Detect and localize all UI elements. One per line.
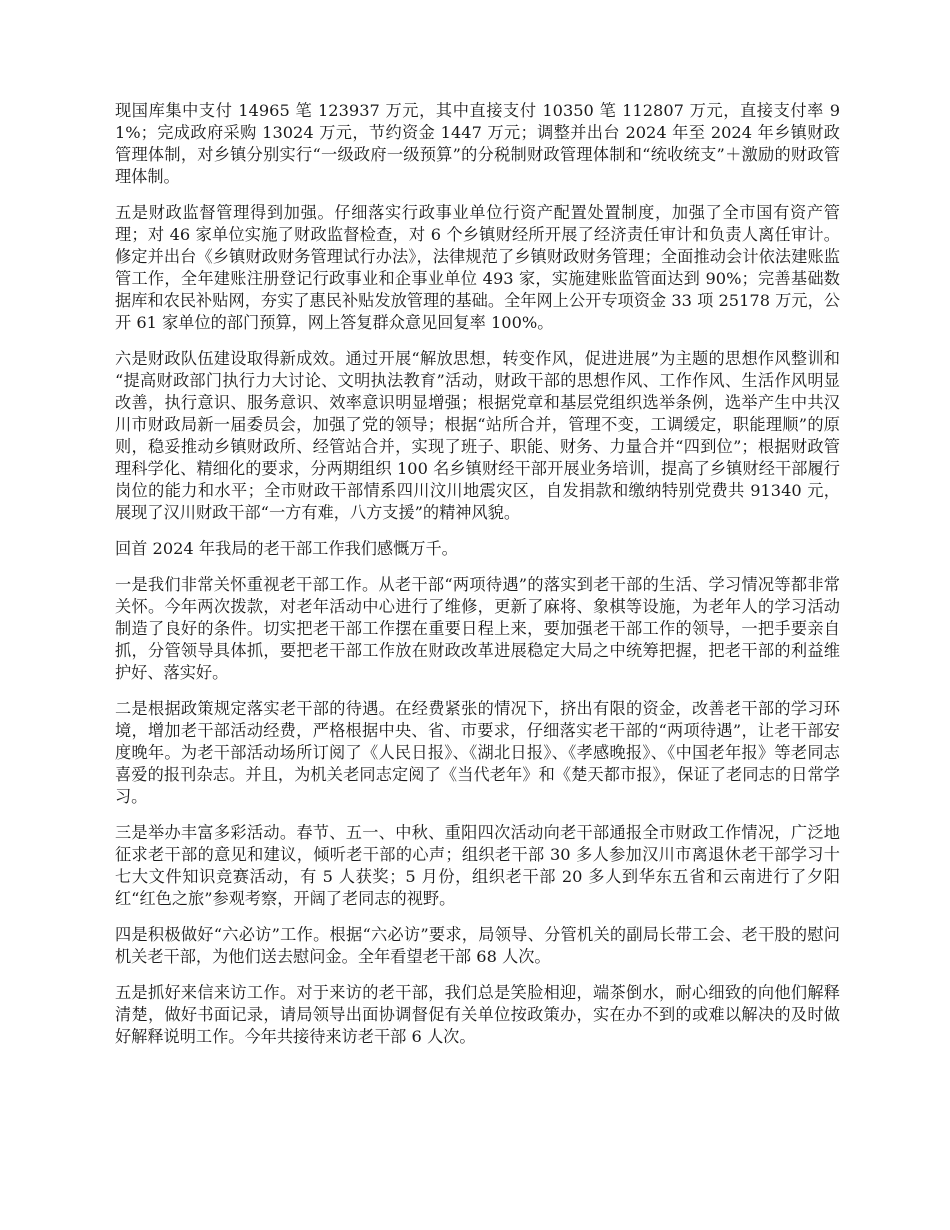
paragraph-retiree-benefits: 二是根据政策规定落实老干部的待遇。在经费紧张的情况下，挤出有限的资金，改善老干部的学习环境，增加老干部活动经费，严格根据中央、省、市要求，仔细落实老干部的“两项待遇”，让老干部安度晚年。为老干部活动场所订阅了《人民日报》、《湖北日报》、《孝感晚报》、《中国老年报》等老同志喜爱的报刊杂志。并且，为机关老同志定阅了《当代老年》和《楚天都市报》，保证了老同志的日常学习。	[115, 699, 840, 806]
document-body	[115, 100, 840, 1062]
paragraph-fiscal-supervision: 五是财政监督管理得到加强。仔细落实行政事业单位行资产配置处置制度，加强了全市国有资产管理；对 46 家单位实施了财政监督检查，对 6 个乡镇财经所开展了经济责任审计和负责人离任审计。修定并出台《乡镇财政财务管理试行办法》，法律规范了乡镇财政财务管理；全面推动会计依法建账监管工作，全年建账注册登记行政事业和企事业单位 493 家，实施建账监管面达到 90%；完善基础数据库和农民补贴网，夯实了惠民补贴发放管理的基础。全年网上公开专项资金 33 项 25178 万元，公开 61 家单位的部门预算，网上答复群众意见回复率 100%。	[115, 203, 840, 332]
paragraph-six-visits: 四是积极做好“六必访”工作。根据“六必访”要求，局领导、分管机关的副局长带工会、老干股的慰问机关老干部，为他们送去慰问金。全年看望老干部 68 人次。	[115, 925, 840, 966]
paragraph-care-for-retirees: 一是我们非常关怀重视老干部工作。从老干部“两项待遇”的落实到老干部的生活、学习情况等都非常关怀。今年两次拨款，对老年活动中心进行了维修，更新了麻将、象棋等设施，为老年人的学习活动制造了良好的条件。切实把老干部工作摆在重要日程上来，要加强老干部工作的领导，一把手要亲自抓，分管领导具体抓，要把老干部工作放在财政改革进展稳定大局之中统筹把握，把老干部的利益维护好、落实好。	[115, 575, 840, 682]
paragraph-team-building: 六是财政队伍建设取得新成效。通过开展“解放思想，转变作风，促进进展”为主题的思想作风整训和 “提高财政部门执行力大讨论、文明执法教育”活动，财政干部的思想作风、工作作风、生活作风明显改善，执行意识、服务意识、效率意识明显增强；根据党章和基层党组织选举条例，选举产生中共汉川市财政局新一届委员会，加强了党的领导；根据“站所合并，管理不变，工调缓定，职能理顺”的原则，稳妥推动乡镇财政所、经管站合并，实现了班子、职能、财务、力量合并“四到位”；根据财政管理科学化、精细化的要求，分两期组织 100 名乡镇财经干部开展业务培训，提高了乡镇财经干部履行岗位的能力和水平；全市财政干部情系四川汶川地震灾区，自发捐款和缴纳特别党费共 91340 元，展现了汉川财政干部“一方有难，八方支援”的精神风貌。	[115, 349, 840, 522]
paragraph-activities: 三是举办丰富多彩活动。春节、五一、中秋、重阳四次活动向老干部通报全市财政工作情况，广泛地征求老干部的意见和建议，倾听老干部的心声；组织老干部 30 多人参加汉川市离退休老干部学习十七大文件知识竞赛活动，有 5 人获奖；5 月份，组织老干部 20 多人到华东五省和云南进行了夕阳红“红色之旅”参观考察，开阔了老同志的视野。	[115, 823, 840, 908]
paragraph-retired-cadres-intro: 回首 2024 年我局的老干部工作我们感慨万千。	[115, 539, 458, 558]
paragraph-treasury-payments: 现国库集中支付 14965 笔 123937 万元，其中直接支付 10350 笔 112807 万元，直接支付率 91%；完成政府采购 13024 万元，节约资金 1447 万元；调整并出台 2024 年至 2024 年乡镇财政管理体制，对乡镇分别实行“一级政府一级预算”的分税制财政管理体制和“统收统支”＋激励的财政管理体制。	[115, 101, 840, 186]
paragraph-letters-and-visits: 五是抓好来信来访工作。对于来访的老干部，我们总是笑脸相迎，端茶倒水，耐心细致的向他们解释清楚，做好书面记录，请局领导出面协调督促有关单位按政策办，实在办不到的或难以解决的及时做好解释说明工作。今年共接待来访老干部 6 人次。	[115, 983, 840, 1046]
